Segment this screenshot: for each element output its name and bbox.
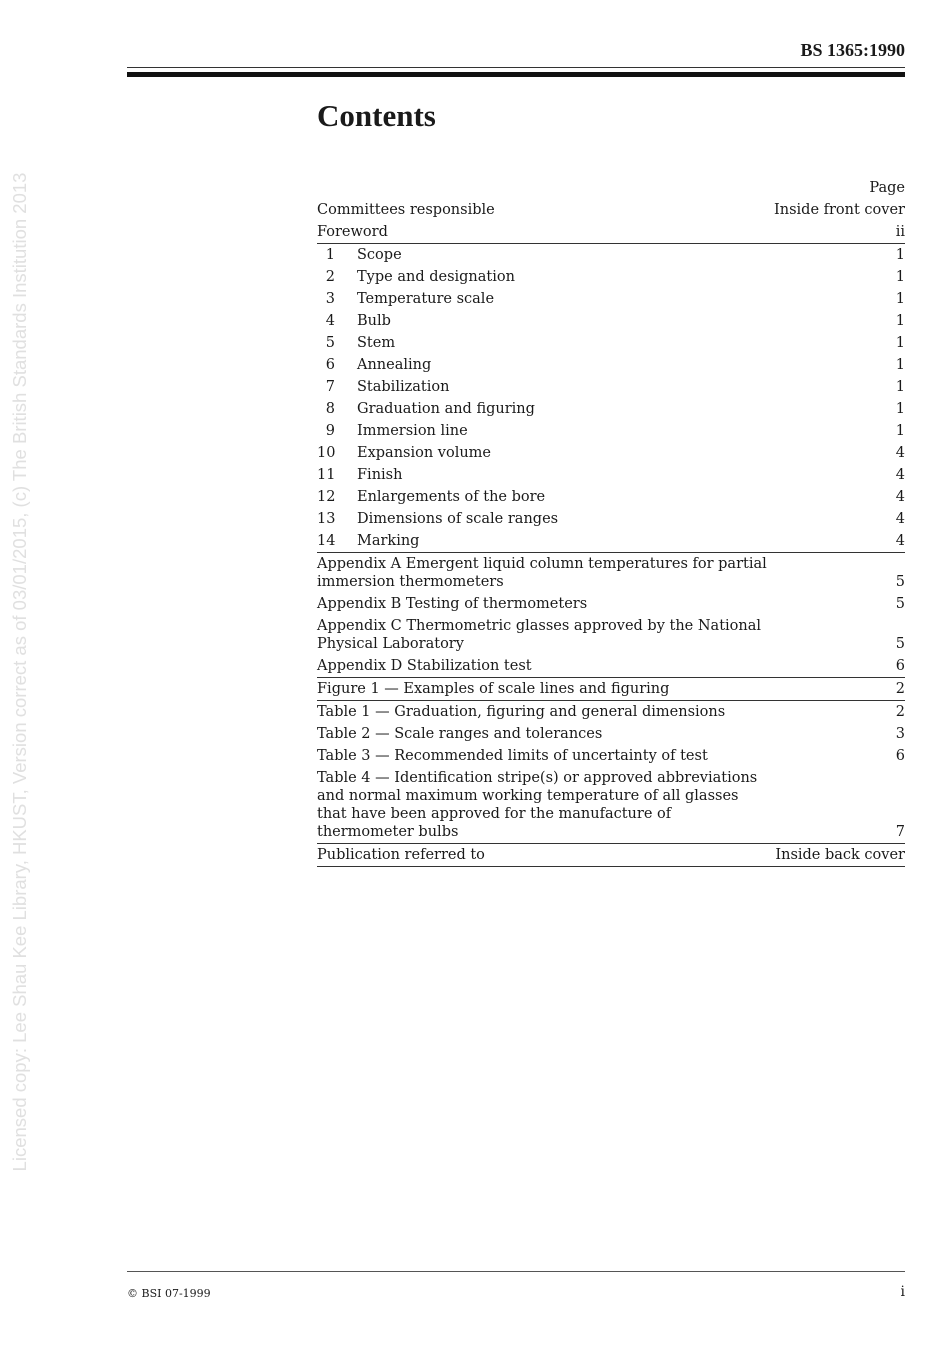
entry-title: Table 4 — Identification stripe(s) or approved abbreviations and normal maximum working temperature of all glasses that have been approved for the manufacture of thermometer bulbs xyxy=(317,770,758,840)
toc-clause xyxy=(317,530,905,553)
clause-title: Annealing xyxy=(357,357,432,373)
entry-page: 1 xyxy=(895,401,905,417)
entry-page: 5 xyxy=(895,574,905,590)
entry-page: 4 xyxy=(895,489,905,505)
clause-number: 12 xyxy=(317,489,336,505)
entry-page: 1 xyxy=(895,291,905,307)
toc-clause xyxy=(317,398,905,420)
entry-page: 6 xyxy=(895,748,905,764)
clause-title: Stem xyxy=(357,335,396,351)
entry-page: 4 xyxy=(895,533,905,549)
clause-number: 7 xyxy=(325,379,335,395)
toc-clause xyxy=(317,332,905,354)
entry-page: 5 xyxy=(895,636,905,652)
header-rule-thick xyxy=(127,72,905,77)
clause-number: 8 xyxy=(325,401,335,417)
toc-appendix xyxy=(317,655,905,678)
clause-title: Graduation and figuring xyxy=(357,401,535,417)
toc-table xyxy=(317,701,905,723)
clause-title: Immersion line xyxy=(357,423,468,439)
toc-table xyxy=(317,767,905,844)
standard-number: BS 1365:1990 xyxy=(800,40,905,60)
clause-title: Marking xyxy=(357,533,420,549)
toc-clause xyxy=(317,420,905,442)
entry-title: Table 3 — Recommended limits of uncertainty of test xyxy=(317,748,708,764)
entry-page: 6 xyxy=(895,658,905,674)
entry-page: 1 xyxy=(895,247,905,263)
toc-clause xyxy=(317,354,905,376)
entry-page: 4 xyxy=(895,511,905,527)
clause-number: 3 xyxy=(325,291,335,307)
page-column-label: Page xyxy=(869,180,905,196)
clause-list xyxy=(317,244,905,553)
clause-number: 1 xyxy=(325,247,335,263)
toc-entry-foreword: Foreword ii xyxy=(317,221,905,244)
entry-page: 4 xyxy=(895,445,905,461)
toc-clause xyxy=(317,288,905,310)
footer-rule xyxy=(127,1271,905,1272)
toc-clause xyxy=(317,486,905,508)
toc-page-header xyxy=(317,177,905,199)
toc-clause xyxy=(317,244,905,266)
table-list xyxy=(317,701,905,844)
entry-title: Appendix A Emergent liquid column temperatures for partial immersion thermometers xyxy=(317,556,767,590)
entry-title: Appendix D Stabilization test xyxy=(317,658,532,674)
entry-page: 2 xyxy=(895,704,905,720)
toc-clause xyxy=(317,376,905,398)
toc-entry-committees: Committees responsible Inside front cover xyxy=(317,202,905,218)
appendix-list xyxy=(317,553,905,678)
toc-table xyxy=(317,745,905,767)
figure-list xyxy=(317,678,905,701)
entry-page: 1 xyxy=(895,423,905,439)
entry-title: Appendix B Testing of thermometers xyxy=(317,596,588,612)
toc-appendix xyxy=(317,615,905,655)
watermark-text: Licensed copy: Lee Shau Kee Library, HKUST, Version correct as of 03/01/2015, (c) The British Standards Institution 2013 xyxy=(9,172,30,1172)
clause-number: 4 xyxy=(325,313,335,329)
entry-page: 2 xyxy=(895,681,905,697)
clause-title: Type and designation xyxy=(357,269,515,285)
entry-page: 1 xyxy=(895,313,905,329)
header-rule-thin xyxy=(127,67,905,68)
entry-page: 1 xyxy=(895,379,905,395)
clause-number: 13 xyxy=(317,511,336,527)
clause-title: Enlargements of the bore xyxy=(357,489,546,505)
entry-page: 4 xyxy=(895,467,905,483)
table-of-contents xyxy=(317,177,905,867)
clause-title: Bulb xyxy=(357,313,391,329)
entry-title: Appendix C Thermometric glasses approved by the National Physical Laboratory xyxy=(317,618,762,652)
page-title: Contents xyxy=(317,98,436,133)
entry-page: 5 xyxy=(895,596,905,612)
copyright: © BSI 07-1999 xyxy=(127,1287,211,1300)
entry-page: 1 xyxy=(895,357,905,373)
toc-figure xyxy=(317,678,905,701)
clause-number: 2 xyxy=(325,269,335,285)
page-number: i xyxy=(900,1284,905,1300)
clause-number: 9 xyxy=(325,423,335,439)
clause-title: Stabilization xyxy=(357,379,450,395)
entry-title: Table 2 — Scale ranges and tolerances xyxy=(317,726,603,742)
clause-number: 11 xyxy=(317,467,336,483)
clause-number: 6 xyxy=(325,357,335,373)
toc-clause xyxy=(317,464,905,486)
toc-table xyxy=(317,723,905,745)
clause-title: Expansion volume xyxy=(357,445,492,461)
entry-title: Table 1 — Graduation, figuring and general dimensions xyxy=(317,704,726,720)
entry-title: Figure 1 — Examples of scale lines and figuring xyxy=(317,681,670,697)
toc-clause xyxy=(317,508,905,530)
toc-clause xyxy=(317,310,905,332)
clause-title: Temperature scale xyxy=(357,291,495,307)
clause-title: Scope xyxy=(357,247,402,263)
toc-appendix xyxy=(317,553,905,593)
clause-title: Dimensions of scale ranges xyxy=(357,511,559,527)
toc-appendix xyxy=(317,593,905,615)
entry-page: 1 xyxy=(895,335,905,351)
clause-number: 14 xyxy=(317,533,336,549)
entry-page: 1 xyxy=(895,269,905,285)
clause-title: Finish xyxy=(357,467,403,483)
entry-page: 3 xyxy=(895,726,905,742)
toc-clause xyxy=(317,266,905,288)
clause-number: 5 xyxy=(325,335,335,351)
entry-page: 7 xyxy=(895,824,905,840)
toc-entry-publication-referred: Publication referred to Inside back cover xyxy=(317,844,905,867)
clause-number: 10 xyxy=(317,445,336,461)
toc-clause xyxy=(317,442,905,464)
